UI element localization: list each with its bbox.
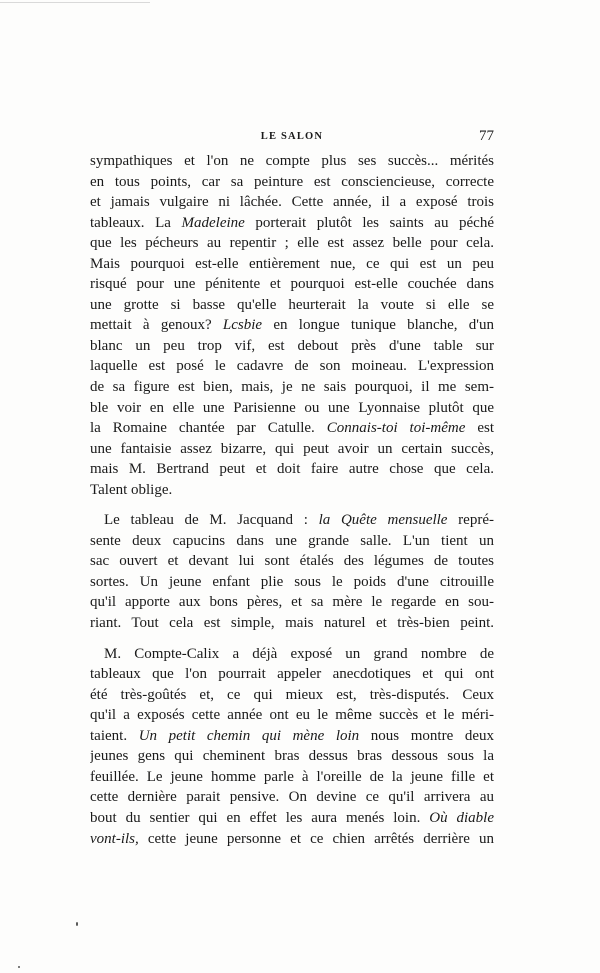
text-line: riant. Tout cela est simple, mais naturel et très-bien peint. <box>90 615 494 632</box>
text-line: été très-goûtés et, ce qui mieux est, très-disputés. Ceux <box>90 686 494 703</box>
text-run: repré- <box>447 512 494 529</box>
text-line: une fantaisie assez bizarre, qui peut avoir un certain succès, <box>90 440 494 457</box>
paragraph-gap <box>90 634 494 644</box>
text-run: mettait à genoux? <box>90 317 223 334</box>
text-line <box>90 213 494 234</box>
artwork-title: Lcsbie <box>222 317 263 334</box>
text-line: de sa figure est bien, mais, je ne sais pourquoi, il me sem- <box>90 379 494 396</box>
text-line: Talent oblige. <box>90 481 173 498</box>
artwork-title: Où diable <box>429 809 494 826</box>
text-line: M. Compte-Calix a déjà exposé un grand nombre de <box>104 645 494 662</box>
text-line: qu'il a exposés cette année ont eu le même succès et le méri- <box>90 707 494 724</box>
artwork-title: Un petit chemin qui mène loin <box>138 727 360 744</box>
text-line: sente deux capucins dans une grande salle. L'un tient un <box>90 532 494 549</box>
text-line: laquelle est posé le cadavre de son moineau. L'expression <box>90 358 494 375</box>
ink-speck <box>76 922 78 926</box>
text-line: en tous points, car sa peinture est consciencieuse, correcte <box>90 173 494 190</box>
text-line: sac ouvert et devant lui sont étalés des légumes de toutes <box>90 553 494 570</box>
text-line: une grotte si basse qu'elle heurterait la voute si elle se <box>90 296 494 313</box>
text-line <box>90 726 494 747</box>
text-line: jeunes gens qui cheminent bras dessus bras dessous sous la <box>90 748 494 765</box>
text-run: taient. <box>90 727 139 744</box>
text-line: qu'il apporte aux bons pères, et sa mère le regarde en sou- <box>90 594 494 611</box>
artwork-title: Madeleine <box>181 214 245 231</box>
page-number: 77 <box>479 128 494 144</box>
text-line: feuillée. Le jeune homme parle à l'oreille de la jeune fille et <box>90 768 494 785</box>
body-text <box>90 151 494 849</box>
text-run: cette jeune personne et ce chien arrêtés derrière un <box>138 830 494 847</box>
text-line: sortes. Un jeune enfant plie sous le poids d'une citrouille <box>90 573 494 590</box>
text-run: tableaux. La <box>90 214 182 231</box>
text-line: Mais pourquoi est-elle entièrement nue, ce qui est un peu <box>90 255 494 272</box>
text-line: que les pécheurs au repentir ; elle est assez belle pour cela. <box>90 235 494 252</box>
text-line: mais M. Bertrand peut et doit faire autre chose que cela. <box>90 461 494 478</box>
text-run: bout du sentier qui en effet les aura menés loin. <box>90 809 430 826</box>
text-run: la Romaine chantée par Catulle. <box>90 420 327 437</box>
text-run: nous montre deux <box>359 727 494 744</box>
running-head <box>90 128 494 148</box>
text-line: et jamais vulgaire ni lâchée. Cette année, il a exposé trois <box>90 194 494 211</box>
paragraph-gap <box>90 500 494 510</box>
artwork-title: la Quête mensuelle <box>318 512 448 529</box>
text-line <box>90 315 494 336</box>
text-line: ble voir en elle une Parisienne ou une Lyonnaise plutôt que <box>90 399 494 416</box>
ink-speck <box>18 966 20 968</box>
text-line: tableaux que l'on pourrait appeler anecdotiques et qui ont <box>90 666 494 683</box>
artwork-title: Connais-toi toi-même <box>326 420 466 437</box>
text-line <box>90 418 494 439</box>
artwork-title: vont-ils, <box>90 830 139 847</box>
scan-edge-mark <box>0 2 150 3</box>
text-line: blanc un peu trop vif, est debout près d'une table sur <box>90 337 494 354</box>
text-run: est <box>465 420 494 437</box>
text-line <box>90 510 494 531</box>
text-line: risqué pour une pénitente et pourquoi est-elle couchée dans <box>90 276 494 293</box>
text-run: Le tableau de M. Jacquand : <box>104 512 319 529</box>
text-line: sympathiques et l'on ne compte plus ses succès... mérités <box>90 153 494 169</box>
text-line <box>90 829 494 850</box>
text-line: cette dernière parait pensive. On devine ce qu'il arrivera au <box>90 789 494 806</box>
text-run: en longue tunique blanche, d'un <box>262 317 494 334</box>
text-line <box>90 808 494 829</box>
text-run: porterait plutôt les saints au péché <box>244 214 494 231</box>
running-title: LE SALON <box>260 131 324 142</box>
